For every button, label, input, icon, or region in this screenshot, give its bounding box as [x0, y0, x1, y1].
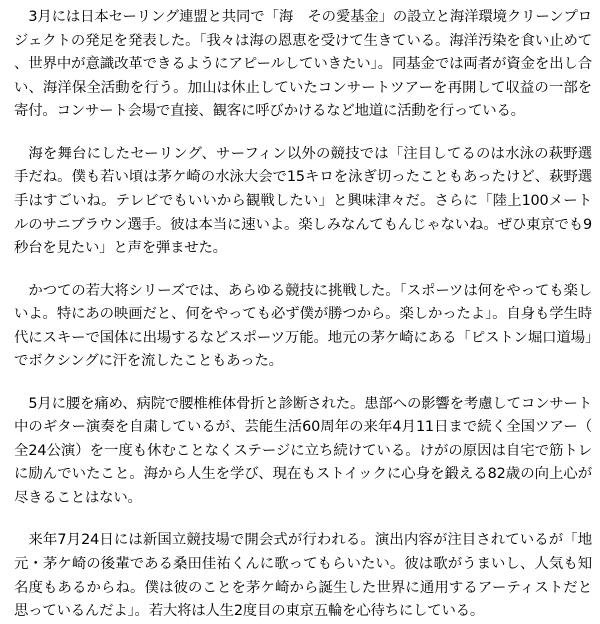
article-paragraph: 来年7月24日には新国立競技場で開会式が行われる。演出内容が注目されているが「地元・茅ケ崎の後輩である桑田佳祐くんに歌ってもらいたい。彼は歌がうまいし、人気も知名度もあるからね。僕は彼のことを茅ケ崎から誕生した世界に通用するアーティストだと思っているんだよ」。若大将は人生2度目の東京五輪を心待ちにしている。	[14, 532, 592, 620]
article-paragraph: 海を舞台にしたセーリング、サーフィン以外の競技では「注目してるのは水泳の萩野選手だね。僕も若い頃は茅ケ崎の水泳大会で15キロを泳ぎ切ったこともあったけど、萩野選手はすごいね。テレビでもいいから観戦したい」と興味津々だ。さらに「陸上100メートルのサニブラウン選手。彼は本当に速いよ。楽しみなんてもんじゃないね。ぜひ東京でも9秒台を見たい」と声を弾ませた。	[14, 145, 592, 257]
article-paragraph: 5月に腰を痛め、病院で腰椎椎体骨折と診断された。患部への影響を考慮してコンサート中のギター演奏を自粛しているが、芸能生活60周年の来年4月11日まで続く全国ツアー（全24公演）を一度も休むことなくステージに立ち続けている。けがの原因は自宅で筋トレに励んでいたこと。海から人生を学び、現在もストイックに心身を鍛える82歳の向上心が尽きることはない。	[14, 395, 592, 507]
article-paragraph: かつての若大将シリーズでは、あらゆる競技に挑戦した。「スポーツは何をやっても楽しいよ。特にあの映画だと、何をやっても必ず僕が勝つから。楽しかったよ」。自身も学生時代にスキーで国体に出場するなどスポーツ万能。地元の茅ケ崎にある「ピストン堀口道場」でボクシングに汗を流したこともあった。	[14, 282, 592, 370]
article-paragraph: 3月には日本セーリング連盟と共同で「海 その愛基金」の設立と海洋環境クリーンプロジェクトの発足を発表した。「我々は海の恩恵を受けて生きている。海洋汚染を食い止めて、世界中が意識改革できるようにアピールしていきたい」。同基金では両者が資金を出し合い、海洋保全活動を行う。加山は休止していたコンサートツアーを再開して収益の一部を寄付。コンサート会場で直接、観客に呼びかけるなど地道に活動を行っている。	[14, 9, 592, 120]
